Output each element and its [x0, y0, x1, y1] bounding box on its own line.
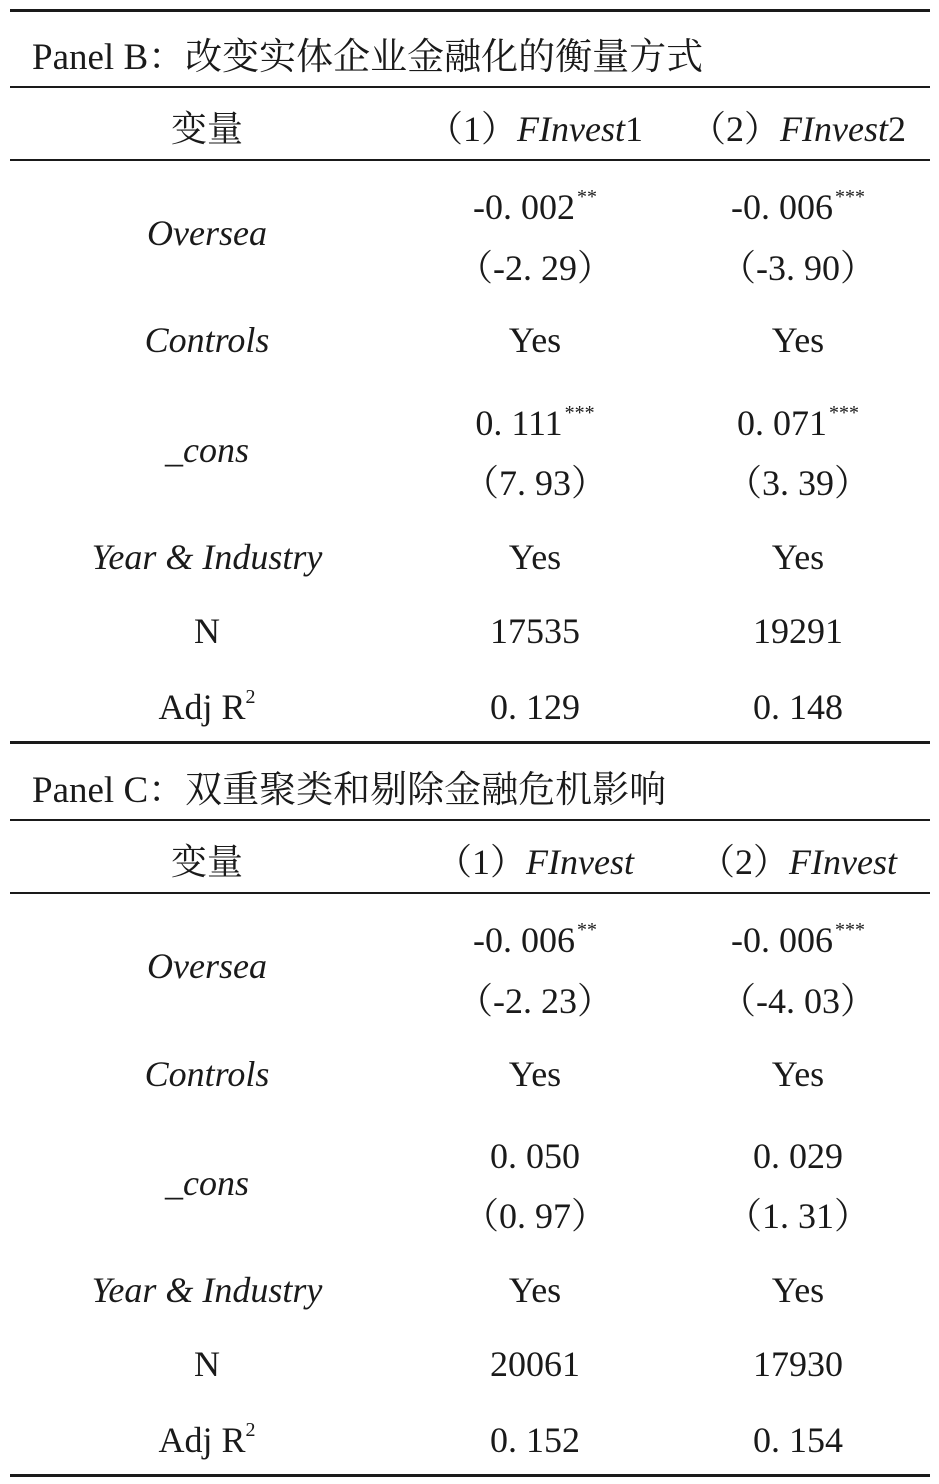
panel-b-header-col2: （2）FInvest2	[690, 109, 906, 149]
panel-b-oversea-col1-coef: -0. 002 **	[473, 186, 597, 227]
table-bottom-rule	[10, 1474, 930, 1477]
panel-b-cons-col1-tstat: （7. 93）	[462, 463, 608, 503]
panel-c-title-rule	[10, 819, 930, 821]
panel-b-controls-col2: Yes	[771, 320, 825, 360]
panel-b-n-col2: 19291	[753, 611, 843, 651]
panel-b-row-cons-label: _cons	[165, 430, 249, 470]
panel-c-controls-col1: Yes	[508, 1054, 562, 1094]
panel-c-row-oversea-label: Oversea	[147, 946, 267, 986]
panel-c-oversea-col1-tstat: （-2. 23）	[457, 981, 613, 1021]
panel-c-fe-col1: Yes	[508, 1270, 562, 1310]
panel-b-top-rule	[10, 9, 930, 12]
panel-b-oversea-col1-tstat: （-2. 29）	[457, 248, 613, 288]
panel-c-row-cons-label: _cons	[165, 1163, 249, 1203]
panel-c-n-col1: 20061	[490, 1344, 580, 1384]
panel-b-header-rule	[10, 159, 930, 161]
panel-c-n-col2: 17930	[753, 1344, 843, 1384]
panel-c-adj-r2-col1: 0. 152	[490, 1420, 580, 1460]
panel-c-adj-r2-col2: 0. 154	[753, 1420, 843, 1460]
panel-c-oversea-col2-tstat: （-4. 03）	[720, 981, 876, 1021]
panel-c-row-n-label: N	[194, 1344, 220, 1384]
panel-b-adj-r2-col1: 0. 129	[490, 687, 580, 727]
panel-b-adj-r2-col2: 0. 148	[753, 687, 843, 727]
panel-c-title: Panel C：双重聚类和剔除金融危机影响	[32, 770, 667, 811]
panel-c-controls-col2: Yes	[771, 1054, 825, 1094]
panel-c-row-controls-label: Controls	[144, 1054, 270, 1094]
panel-b-controls-col1: Yes	[508, 320, 562, 360]
panel-c-header-rule	[10, 892, 930, 894]
panel-c-oversea-col1-coef: -0. 006 **	[473, 919, 597, 960]
panel-b-row-n-label: N	[194, 611, 220, 651]
panel-c-header-variable: 变量	[170, 842, 244, 882]
panel-b-n-col1: 17535	[490, 611, 580, 651]
panel-b-title: Panel B：改变实体企业金融化的衡量方式	[32, 37, 704, 78]
panel-b-oversea-col2-tstat: （-3. 90）	[720, 248, 876, 288]
panel-b-cons-col2-tstat: （3. 39）	[725, 463, 871, 503]
panel-b-cons-col1-coef: 0. 111 ***	[475, 402, 595, 443]
panel-b-row-fe-label: Year & Industry	[91, 537, 323, 577]
panel-b-cons-col2-coef: 0. 071 ***	[737, 402, 859, 443]
panel-b-header-variable: 变量	[170, 109, 244, 149]
panel-c-fe-col2: Yes	[771, 1270, 825, 1310]
panel-c-row-adj-r2-label: Adj $R^2$	[158, 1419, 256, 1460]
panel-c-header-col1: （1）FInvest	[436, 842, 634, 882]
panel-b-title-rule	[10, 86, 930, 88]
panel-c-cons-col1-coef: 0. 050	[490, 1136, 580, 1176]
panel-b-header-col1: （1）FInvest1	[427, 109, 643, 149]
panel-b-fe-col1: Yes	[508, 537, 562, 577]
panel-c-cons-col2-tstat: （1. 31）	[725, 1196, 871, 1236]
panel-b-row-controls-label: Controls	[144, 320, 270, 360]
panel-c-header-col2: （2）FInvest	[699, 842, 897, 882]
panel-b-row-oversea-label: Oversea	[147, 213, 267, 253]
panel-c-cons-col2-coef: 0. 029	[753, 1136, 843, 1176]
panel-b-row-adj-r2-label: Adj $R^2$	[158, 686, 256, 727]
panel-c-cons-col1-tstat: （0. 97）	[462, 1196, 608, 1236]
panel-c-top-rule	[10, 741, 930, 744]
panel-b-fe-col2: Yes	[771, 537, 825, 577]
panel-c-oversea-col2-coef: -0. 006 ***	[731, 919, 865, 960]
panel-b-oversea-col2-coef: -0. 006 ***	[731, 186, 865, 227]
panel-c-row-fe-label: Year & Industry	[91, 1270, 323, 1310]
